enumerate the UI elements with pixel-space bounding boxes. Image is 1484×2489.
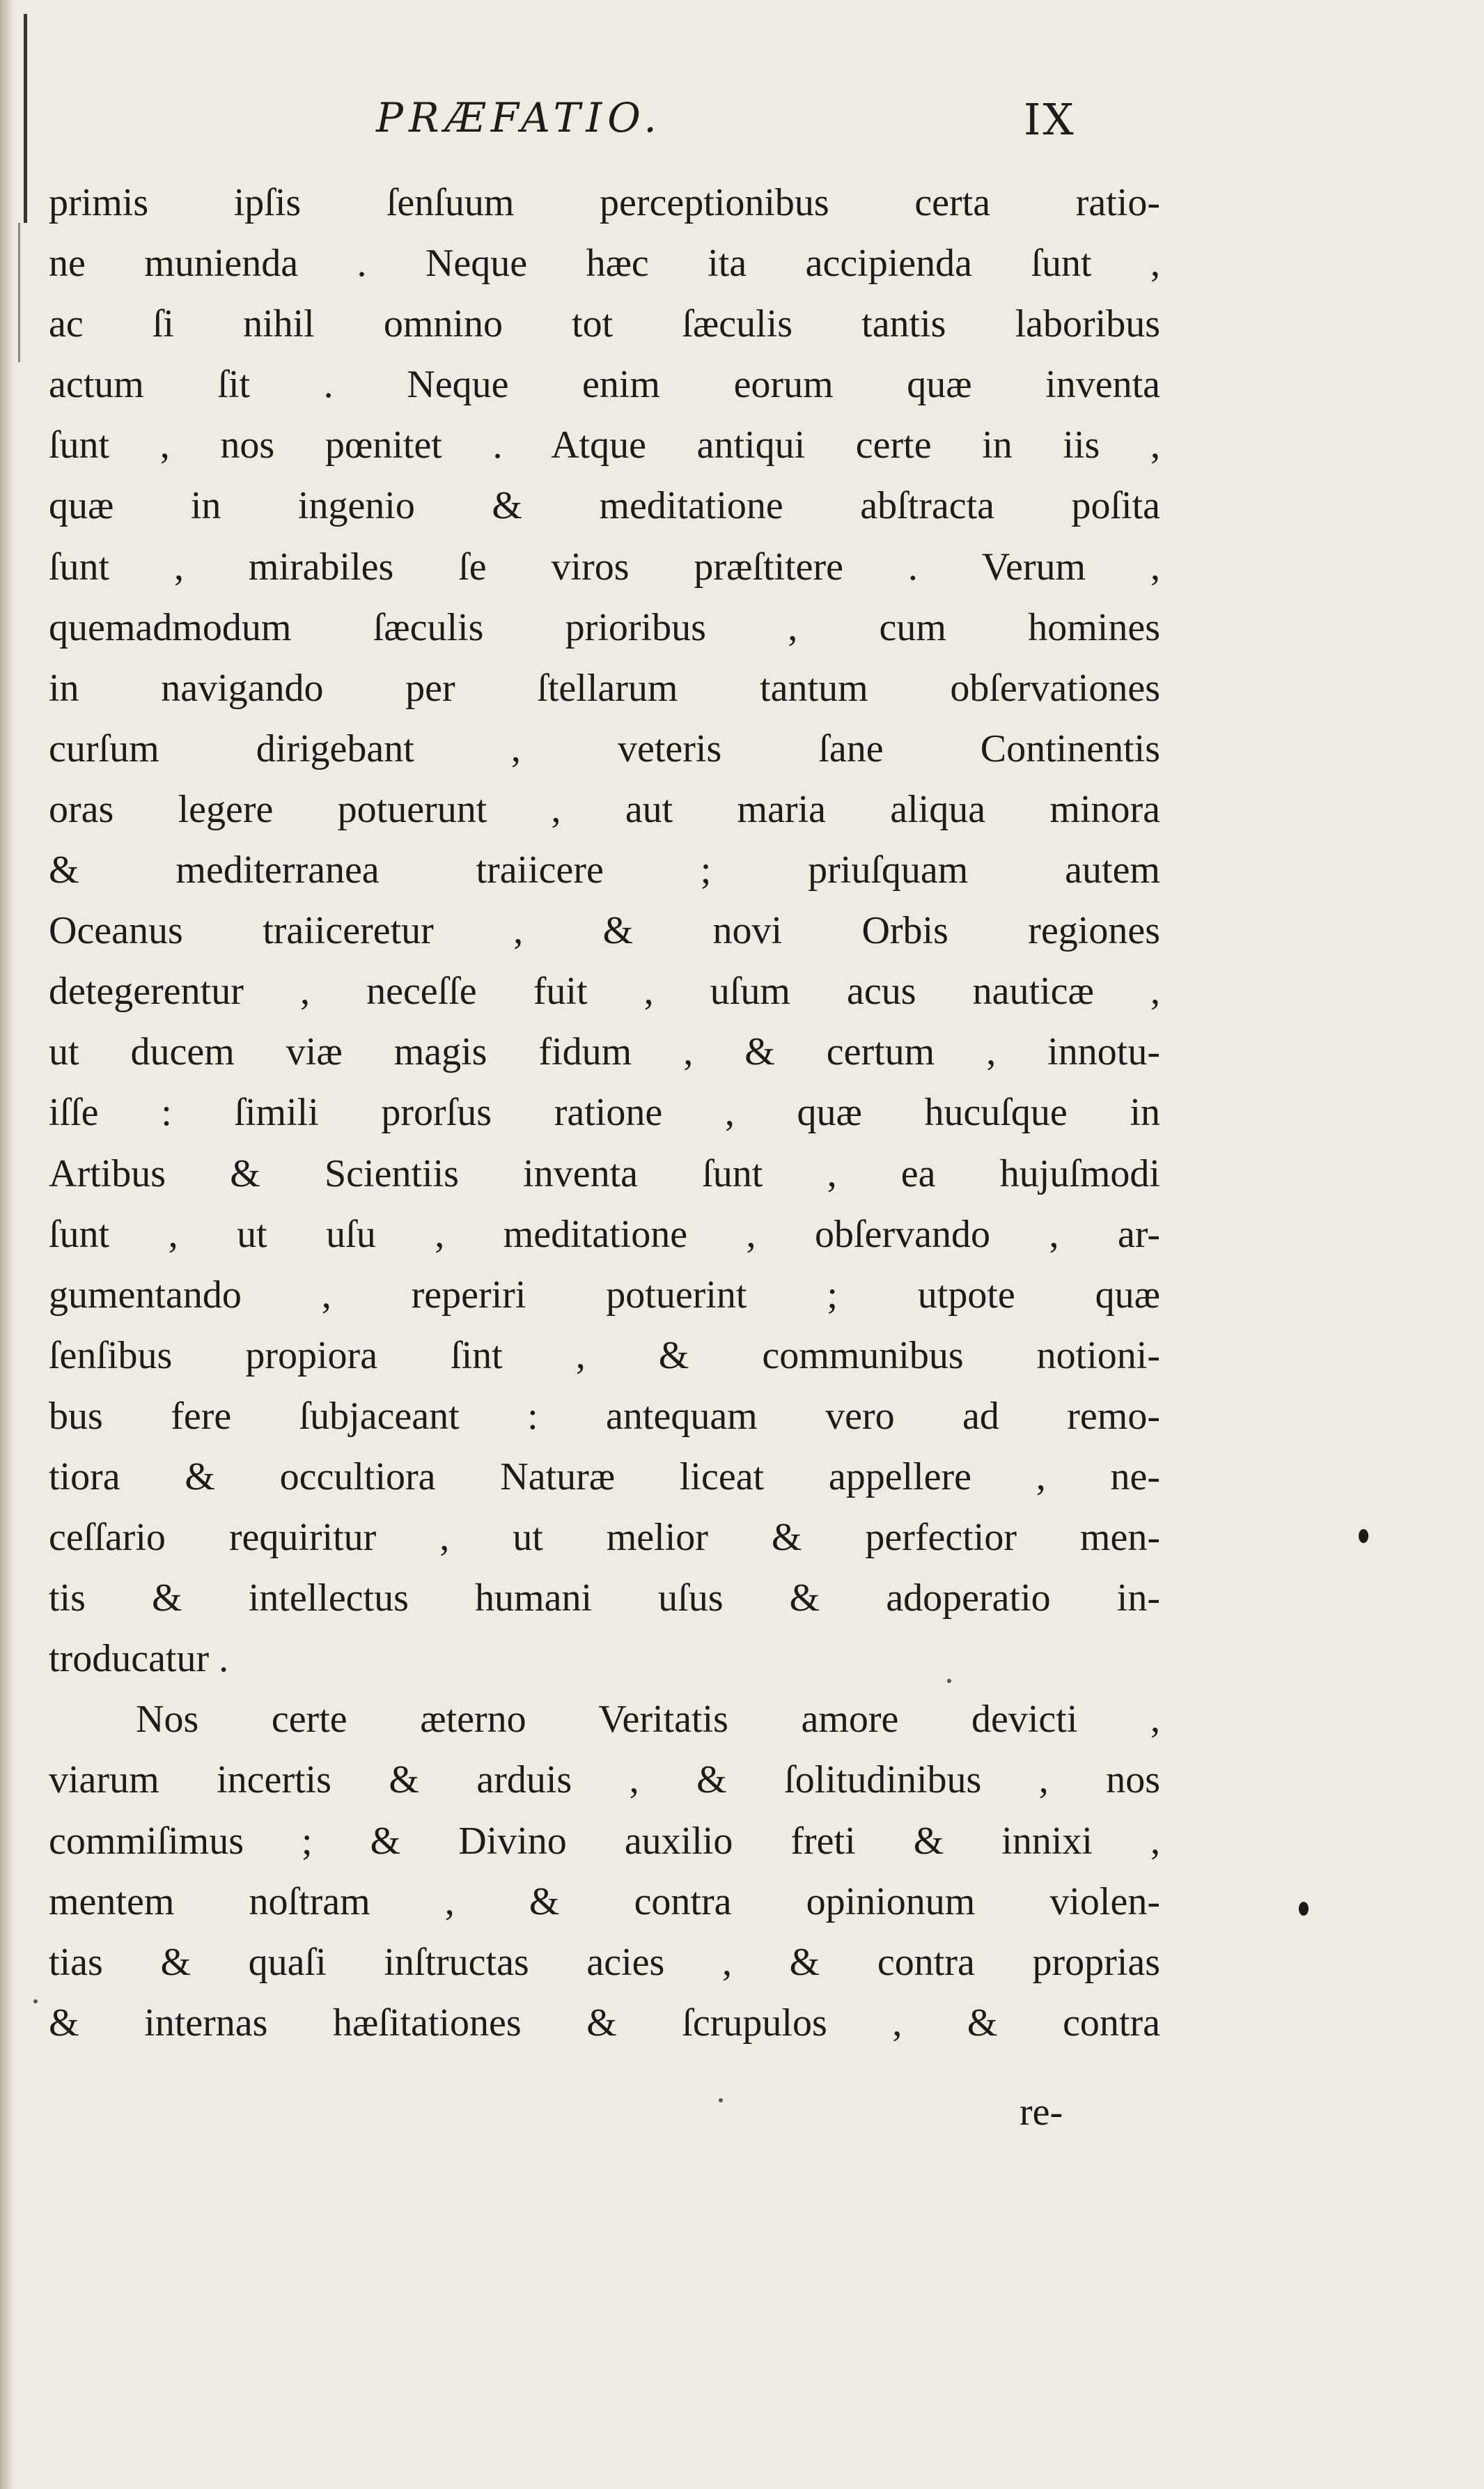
text-line: Oceanus traiiceretur , & novi Orbis regiones bbox=[49, 909, 1160, 953]
paper-mark bbox=[947, 1679, 951, 1683]
page-number: IX bbox=[1024, 94, 1076, 145]
text-line: oras legere potuerunt , aut maria aliqua minora bbox=[49, 787, 1160, 831]
text-line: curſum dirigebant , veteris ſane Continentis bbox=[49, 727, 1160, 770]
text-line: quemadmodum ſæculis prioribus , cum homines bbox=[49, 605, 1160, 649]
page-edge bbox=[0, 0, 13, 2489]
ink-speck bbox=[1359, 1529, 1368, 1543]
text-line: ut ducem viæ magis fidum , & certum , innotu- bbox=[49, 1030, 1160, 1074]
text-line: ſunt , mirabiles ſe viros præſtitere . Verum , bbox=[49, 545, 1160, 589]
text-line: bus fere ſubjaceant : antequam vero ad remo- bbox=[49, 1394, 1160, 1438]
text-line: commiſimus ; & Divino auxilio freti & innixi , bbox=[49, 1819, 1160, 1863]
text-line: viarum incertis & arduis , & ſolitudinibus , nos bbox=[49, 1758, 1160, 1802]
text-line: & mediterranea traiicere ; priuſquam autem bbox=[49, 848, 1160, 892]
text-line: tias & quaſi inſtructas acies , & contra proprias bbox=[49, 1940, 1160, 1984]
text-line: ac ſi nihil omnino tot ſæculis tantis laboribus bbox=[49, 302, 1160, 346]
text-line: mentem noſtram , & contra opinionum violen- bbox=[49, 1879, 1160, 1923]
text-line: primis ipſis ſenſuum perceptionibus certa ratio- bbox=[49, 181, 1160, 224]
text-line: detegerentur , neceſſe fuit , uſum acus nauticæ , bbox=[49, 970, 1160, 1014]
paper-mark bbox=[719, 2098, 723, 2102]
ink-speck bbox=[1299, 1902, 1309, 1916]
text-line: ceſſario requiritur , ut melior & perfectior men- bbox=[49, 1516, 1160, 1560]
text-line-paragraph-start: Nos certe æterno Veritatis amore devicti , bbox=[136, 1698, 1160, 1742]
binding-shadow bbox=[24, 14, 27, 223]
text-line: iſſe : ſimili prorſus ratione , quæ hucuſque in bbox=[49, 1091, 1160, 1135]
text-line: quæ in ingenio & meditatione abſtracta poſita bbox=[49, 484, 1160, 528]
text-line: Artibus & Scientiis inventa ſunt , ea hujuſmodi bbox=[49, 1152, 1160, 1195]
text-line: troducatur . bbox=[49, 1637, 229, 1681]
text-line: & internas hæſitationes & ſcrupulos , & contra bbox=[49, 2001, 1160, 2045]
paper-mark bbox=[33, 1999, 38, 2003]
text-line: ſunt , ut uſu , meditatione , obſervando , ar- bbox=[49, 1212, 1160, 1256]
text-line: gumentando , reperiri potuerint ; utpote quæ bbox=[49, 1273, 1160, 1317]
text-line: ſenſibus propiora ſint , & communibus notioni- bbox=[49, 1333, 1160, 1377]
text-line: in navigando per ſtellarum tantum obſervationes bbox=[49, 666, 1160, 710]
text-line: ſunt , nos pœnitet . Atque antiqui certe in iis , bbox=[49, 424, 1160, 467]
text-line: actum ſit . Neque enim eorum quæ inventa bbox=[49, 363, 1160, 407]
binding-shadow-lower bbox=[18, 223, 20, 362]
running-header-title: PRÆFATIO. bbox=[376, 94, 662, 141]
body-text bbox=[49, 173, 1160, 2054]
text-line: tis & intellectus humani uſus & adoperatio in- bbox=[49, 1576, 1160, 1620]
catchword: re- bbox=[1020, 2091, 1063, 2134]
text-line: ne munienda . Neque hæc ita accipienda ſunt , bbox=[49, 242, 1160, 286]
text-line: tiora & occultiora Naturæ liceat appellere , ne- bbox=[49, 1455, 1160, 1498]
